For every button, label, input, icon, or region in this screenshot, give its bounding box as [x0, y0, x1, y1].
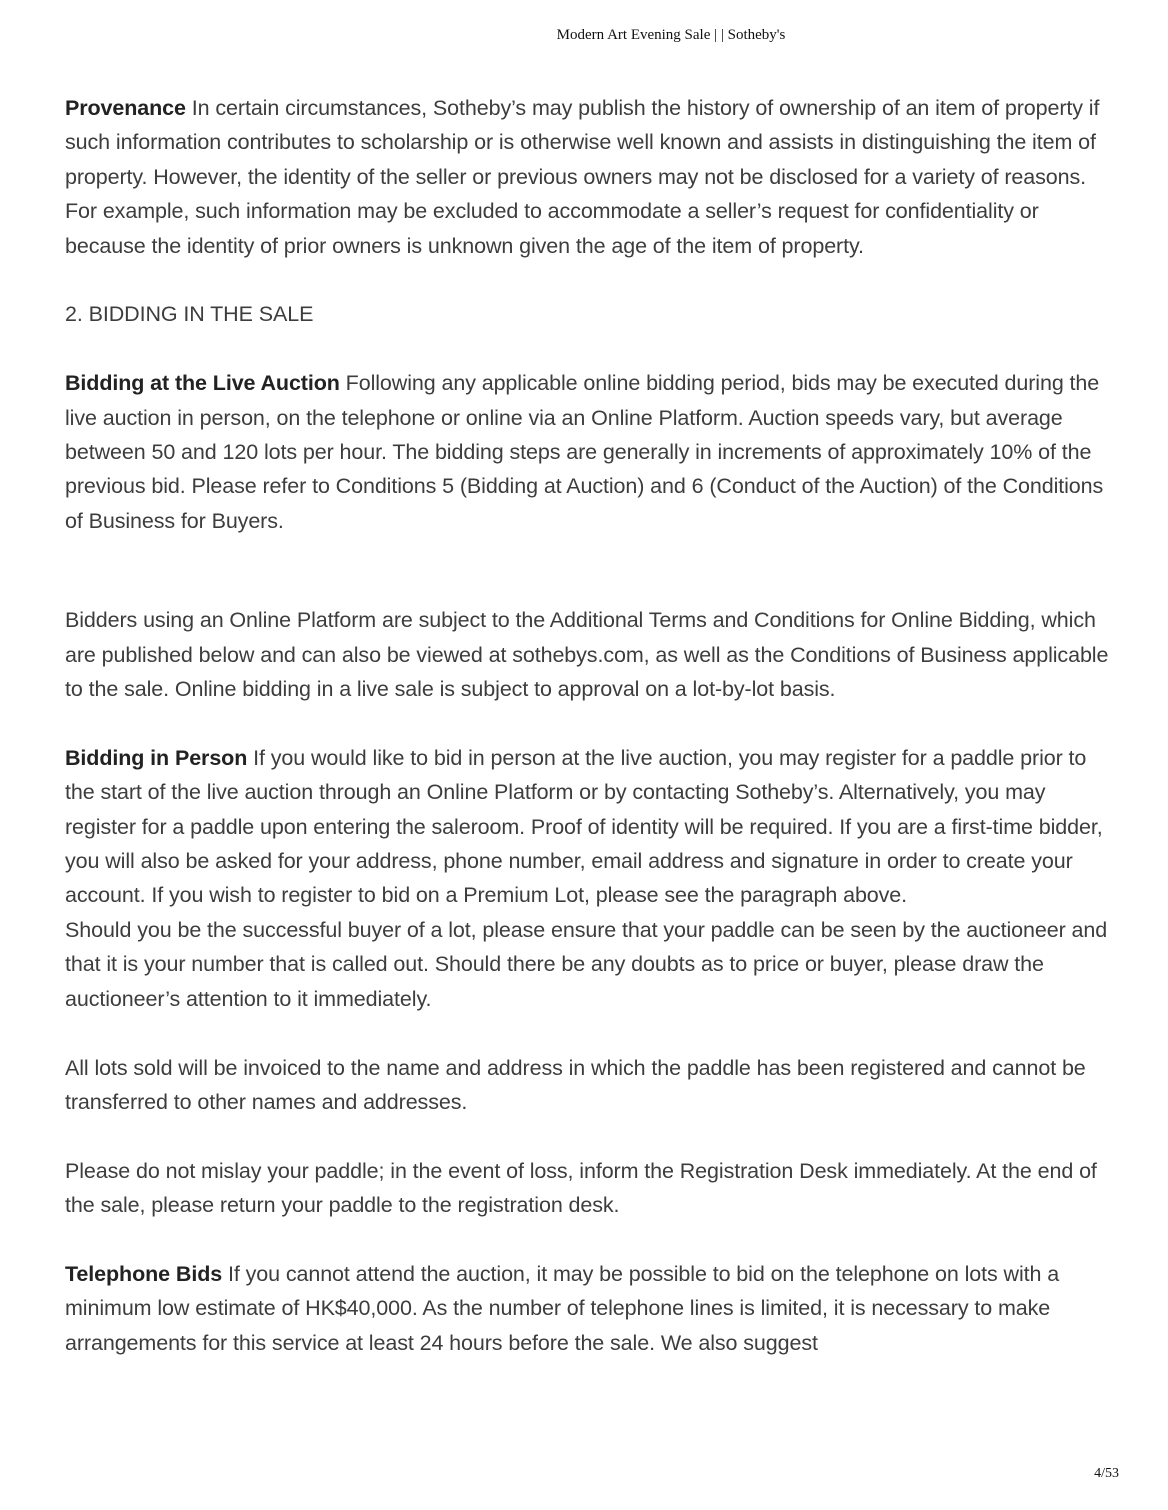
section-heading: 2. BIDDING IN THE SALE: [65, 302, 314, 327]
in-person-heading: Bidding in Person: [65, 745, 248, 770]
provenance-text: In certain circumstances, Sotheby’s may publish the history of ownership of an item of property if such information contributes to scholarship or is otherwise well known and assists in distinguishing the item of property. However, the identity of the seller or previous owners may not be disclosed for a variety of reasons. For example, such information may be excluded to accommodate a seller’s request for confidentiality or because the identity of prior owners is unknown given the age of the item of property.: [65, 96, 1100, 258]
live-auction-paragraph: [65, 366, 1115, 538]
live-auction-heading: Bidding at the Live Auction: [65, 371, 340, 396]
in-person-paragraph: [65, 741, 1115, 913]
live-auction-text: Following any applicable online bidding period, bids may be executed during the live auction in person, on the telephone or online via an Online Platform. Auction speeds vary, but average between 50 and 120 lots per hour. The bidding steps are generally in increments of approximately 10% of the previous bid. Please refer to Conditions 5 (Bidding at Auction) and 6 (Conduct of the Auction) of the Conditions of Business for Buyers.: [65, 371, 1104, 533]
telephone-heading: Telephone Bids: [65, 1261, 223, 1286]
successful-buyer-paragraph: Should you be the successful buyer of a lot, please ensure that your paddle can be seen by the auctioneer and that it is your number that is called out. Should there be any doubts as to price or buyer, please draw the auctioneer’s attention to it immediately.: [65, 917, 1108, 1011]
paddle-paragraph: Please do not mislay your paddle; in the event of loss, inform the Registration Desk immediately. At the end of the sale, please return your paddle to the registration desk.: [65, 1158, 1097, 1218]
online-platform-paragraph: Bidders using an Online Platform are subject to the Additional Terms and Conditions for Online Bidding, which are published below and can also be viewed at sothebys.com, as well as the Conditions of Business applicable to the sale. Online bidding in a live sale is subject to approval on a lot-by-lot basis.: [65, 608, 1109, 702]
provenance-heading: Provenance: [65, 96, 186, 120]
page-header: Modern Art Evening Sale | | Sotheby's: [556, 27, 786, 43]
telephone-paragraph: [65, 1257, 1115, 1360]
invoicing-paragraph: All lots sold will be invoiced to the name and address in which the paddle has been registered and cannot be transferred to other names and addresses.: [65, 1055, 1086, 1114]
page-number: 4/53: [1094, 1466, 1119, 1481]
telephone-text: If you cannot attend the auction, it may be possible to bid on the telephone on lots with a minimum low estimate of HK$40,000. As the number of telephone lines is limited, it is necessary to make arrangements for this service at least 24 hours before the sale. We also suggest: [65, 1261, 1060, 1355]
provenance-paragraph: [65, 91, 1115, 263]
in-person-text: If you would like to bid in person at the live auction, you may register for a paddle prior to the start of the live auction through an Online Platform or by contacting Sotheby’s. Alternatively, you may register for a paddle upon entering the saleroom. Proof of identity will be required. If you are a first-time bidder, you will also be asked for your address, phone number, email address and signature in order to create your account. If you wish to register to bid on a Premium Lot, please see the paragraph above.: [65, 745, 1103, 908]
document-body: [65, 91, 1115, 1360]
